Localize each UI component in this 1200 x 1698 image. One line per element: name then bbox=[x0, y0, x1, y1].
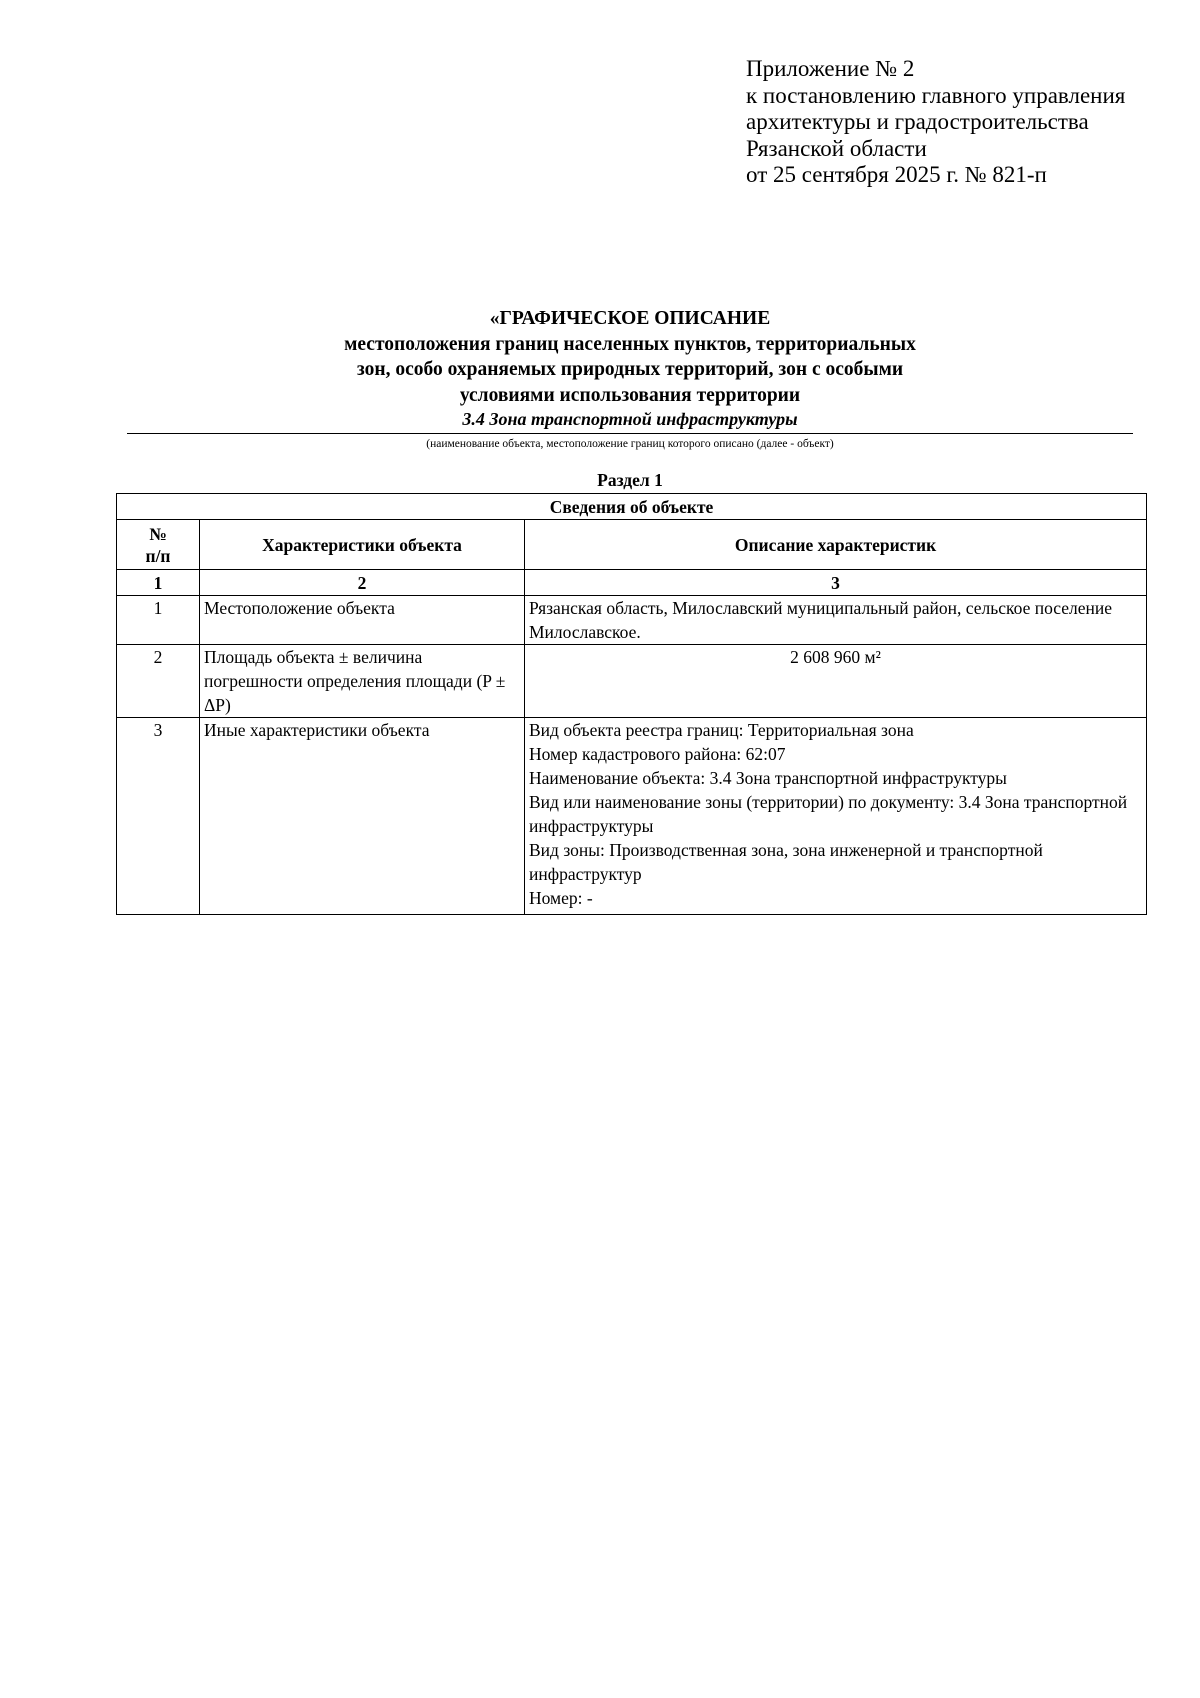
object-name: 3.4 Зона транспортной инфраструктуры bbox=[462, 409, 798, 429]
table-row bbox=[117, 718, 1147, 915]
value-line: Номер: - bbox=[529, 888, 593, 908]
object-info-table bbox=[116, 493, 1147, 915]
row-number: 1 bbox=[117, 596, 200, 645]
title-line: «ГРАФИЧЕСКОЕ ОПИСАНИЕ bbox=[489, 308, 771, 329]
appendix-header bbox=[746, 56, 1166, 189]
appendix-line: Рязанской области bbox=[746, 135, 927, 161]
header-num-line: № bbox=[149, 523, 167, 544]
value-line: Наименование объекта: 3.4 Зона транспортной инфраструктуры bbox=[529, 768, 1007, 788]
row-characteristic: Местоположение объекта bbox=[200, 596, 525, 645]
row-number: 3 bbox=[117, 718, 200, 915]
row-characteristic: Площадь объекта ± величина погрешности определения площади (P ± ΔP) bbox=[200, 645, 525, 718]
value-line: Номер кадастрового района: 62:07 bbox=[529, 744, 786, 764]
appendix-line: к постановлению главного управления bbox=[746, 82, 1126, 108]
row-value bbox=[525, 718, 1147, 915]
appendix-line: от 25 сентября 2025 г. № 821-п bbox=[746, 162, 1047, 187]
value-line: Вид зоны: Производственная зона, зона инженерной и транспортной инфраструктур bbox=[529, 840, 1043, 884]
title-line: зон, особо охраняемых природных территорий, зон с особыми bbox=[356, 359, 904, 380]
value-line: Вид объекта реестра границ: Территориальная зона bbox=[529, 720, 914, 740]
header-description: Описание характеристик bbox=[525, 520, 1147, 570]
appendix-line: архитектуры и градостроительства bbox=[746, 109, 1089, 134]
row-characteristic: Иные характеристики объекта bbox=[200, 718, 525, 915]
table-caption: Сведения об объекте bbox=[117, 494, 1147, 520]
header-characteristics: Характеристики объекта bbox=[200, 520, 525, 570]
header-num bbox=[117, 520, 200, 570]
value-line: 2 608 960 м² bbox=[790, 647, 881, 667]
table-row bbox=[117, 645, 1147, 718]
row-number: 2 bbox=[117, 645, 200, 718]
table-row bbox=[117, 596, 1147, 645]
section-title: Раздел 1 bbox=[597, 470, 663, 490]
value-line: Рязанская область, Милославский муниципальный район, сельское поселение Милославское. bbox=[529, 598, 1113, 642]
column-number: 3 bbox=[525, 570, 1147, 596]
column-number: 2 bbox=[200, 570, 525, 596]
value-line: Вид или наименование зоны (территории) по документу: 3.4 Зона транспортной инфраструктуры bbox=[529, 792, 1128, 836]
row-value bbox=[525, 645, 1147, 718]
object-name-note: (наименование объекта, местоположение границ которого описано (далее - объект) bbox=[426, 438, 834, 450]
header-num-line: п/п bbox=[145, 545, 171, 566]
underline-rule bbox=[127, 433, 1133, 434]
row-value bbox=[525, 596, 1147, 645]
appendix-line: Приложение № 2 bbox=[746, 56, 915, 81]
column-number: 1 bbox=[117, 570, 200, 596]
title-line: условиями использования территории bbox=[459, 384, 801, 406]
title-line: местоположения границ населенных пунктов, территориальных bbox=[344, 333, 916, 355]
document-title bbox=[127, 306, 1133, 408]
